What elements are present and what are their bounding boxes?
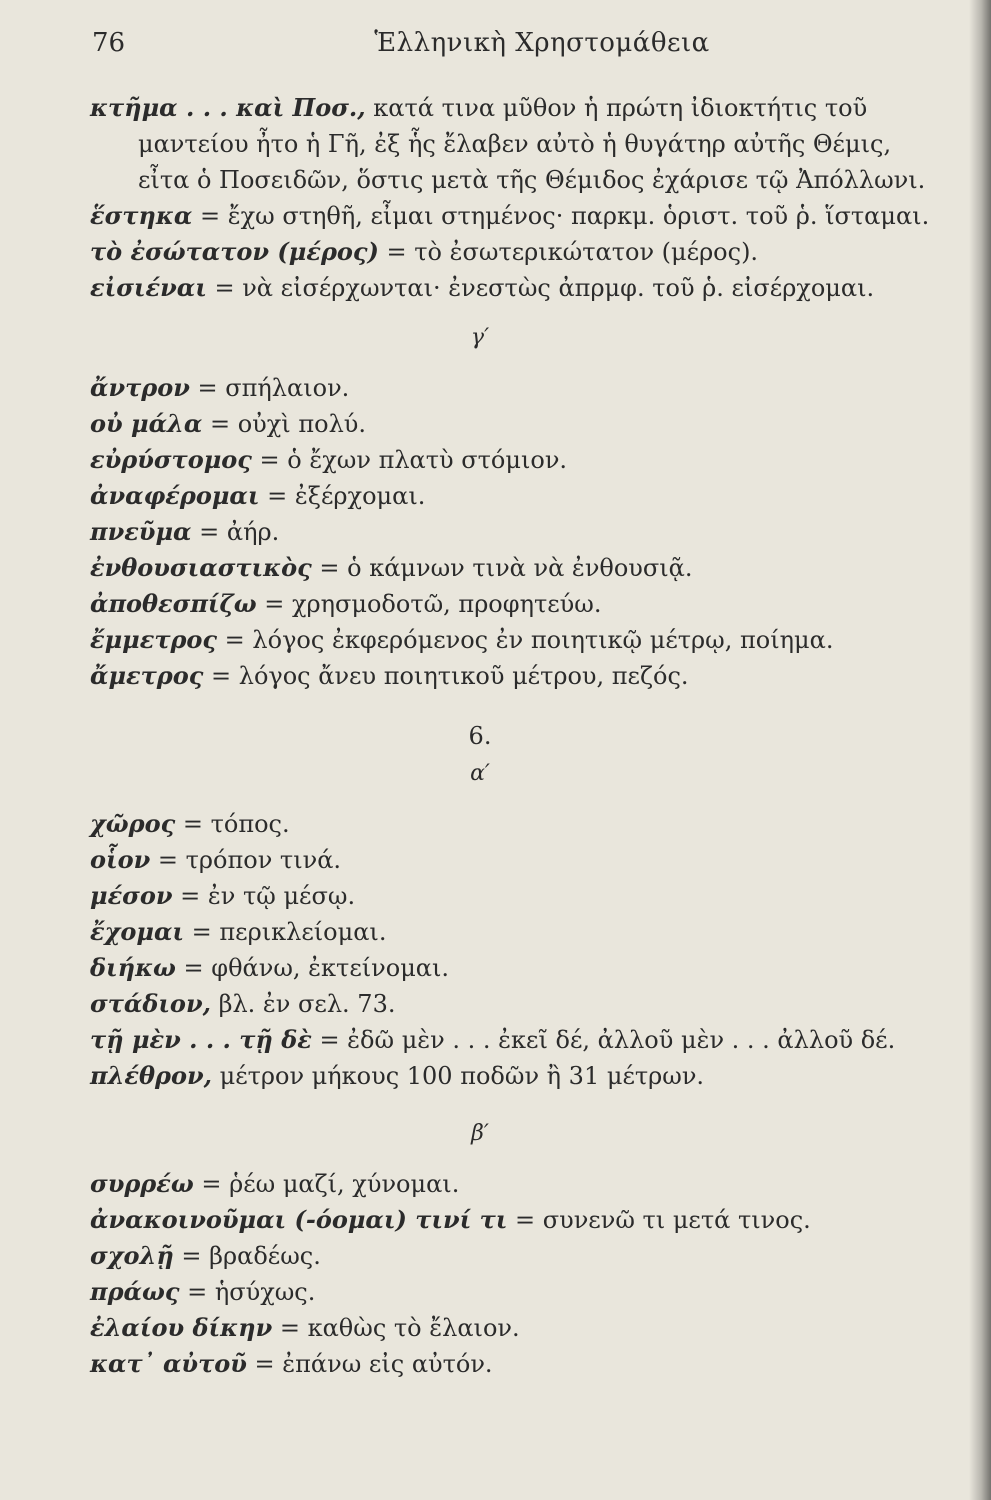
entry-term: οὐ μάλα bbox=[90, 409, 203, 438]
entry-term: οἷον bbox=[90, 845, 151, 874]
entry-term: ἔχομαι bbox=[90, 917, 185, 946]
glossary-entry bbox=[90, 442, 920, 478]
glossary-entry bbox=[90, 986, 920, 1022]
glossary-entry bbox=[90, 950, 920, 986]
entry-term: στάδιον, bbox=[90, 989, 211, 1018]
entry-definition: μαντείου ἦτο ἡ Γῆ, ἐξ ἧς ἔλαβεν αὐτὸ ἡ θυγάτηρ αὐτῆς Θέμις, bbox=[138, 130, 892, 158]
entry-definition: = ἐδῶ μὲν . . . ἐκεῖ δέ, ἀλλοῦ μὲν . . . ἀλλοῦ δέ. bbox=[311, 1026, 896, 1054]
entry-term: κτῆμα . . . καὶ Ποσ., bbox=[90, 93, 366, 122]
glossary-entry bbox=[90, 878, 920, 914]
entry-definition: βλ. ἐν σελ. 73. bbox=[210, 990, 396, 1018]
entry-term: ἀποθεσπίζω bbox=[90, 589, 257, 618]
entry-term: ἔμμετρος bbox=[90, 625, 218, 654]
entry-term: διήκω bbox=[90, 953, 176, 982]
glossary-entry bbox=[90, 1022, 920, 1058]
entry-term: ἀναφέρομαι bbox=[90, 481, 260, 510]
glossary-entry bbox=[90, 234, 920, 270]
running-title: Ἑλληνικὴ Χρηστομάθεια bbox=[374, 28, 710, 58]
entry-definition: = ῥέω μαζί, χύνομαι. bbox=[193, 1170, 460, 1198]
glossary-block-2 bbox=[90, 370, 920, 694]
glossary-entry bbox=[90, 514, 920, 550]
entry-definition: = συνενῶ τι μετά τινος. bbox=[507, 1206, 811, 1234]
glossary-entry bbox=[90, 806, 920, 842]
entry-definition: = νὰ εἰσέρχωνται· ἐνεστὼς ἀπρμφ. τοῦ ῥ. εἰσέρχομαι. bbox=[206, 274, 875, 302]
glossary-entry bbox=[90, 370, 920, 406]
entry-definition: = ἀήρ. bbox=[191, 518, 280, 546]
entry-definition: = ἐν τῷ μέσῳ. bbox=[172, 882, 356, 910]
entry-term: συρρέω bbox=[90, 1169, 194, 1198]
subsection-mark-gamma: γ′ bbox=[470, 325, 490, 350]
glossary-entry bbox=[90, 270, 920, 306]
entry-term: εἰσιέναι bbox=[90, 273, 207, 302]
glossary-entry bbox=[90, 1058, 920, 1094]
entry-term: ἀνακοινοῦμαι (-όομαι) τινί τι bbox=[90, 1205, 508, 1234]
glossary-block-1 bbox=[90, 90, 930, 306]
glossary-entry bbox=[90, 478, 920, 514]
glossary-entry bbox=[90, 1310, 920, 1346]
entry-definition: = καθὼς τὸ ἔλαιον. bbox=[272, 1314, 520, 1342]
glossary-entry bbox=[90, 90, 920, 126]
entry-term: κατ᾽ αὐτοῦ bbox=[90, 1349, 247, 1378]
entry-definition: = ἐπάνω εἰς αὐτόν. bbox=[246, 1350, 493, 1378]
glossary-entry bbox=[90, 126, 920, 162]
entry-term: ἄμετρος bbox=[90, 661, 204, 690]
entry-definition: = φθάνω, ἐκτείνομαι. bbox=[175, 954, 450, 982]
page-header bbox=[92, 28, 912, 68]
subsection-mark-alpha: α′ bbox=[470, 761, 490, 786]
glossary-entry bbox=[90, 842, 920, 878]
subsection-mark-beta: β′ bbox=[471, 1121, 489, 1146]
entry-term: πνεῦμα bbox=[90, 517, 192, 546]
entry-definition: μέτρον μήκους 100 ποδῶν ἢ 31 μέτρων. bbox=[211, 1062, 705, 1090]
glossary-entry bbox=[90, 1166, 920, 1202]
glossary-entry bbox=[90, 658, 920, 694]
glossary-entry bbox=[90, 1346, 920, 1382]
entry-term: τῇ μὲν . . . τῇ δὲ bbox=[90, 1025, 312, 1054]
entry-term: χῶρος bbox=[90, 809, 176, 838]
entry-term: εὐρύστομος bbox=[90, 445, 252, 474]
entry-definition: = ὁ ἔχων πλατὺ στόμιον. bbox=[251, 446, 568, 474]
entry-definition: = λόγος ἐκφερόμενος ἐν ποιητικῷ μέτρῳ, ποίημα. bbox=[217, 626, 834, 654]
entry-term: σχολῇ bbox=[90, 1241, 174, 1270]
glossary-entry bbox=[90, 1274, 920, 1310]
entry-definition: = ὁ κάμνων τινὰ νὰ ἐνθουσιᾷ. bbox=[311, 554, 693, 582]
entry-term: ἐνθουσιαστικὸς bbox=[90, 553, 312, 582]
entry-definition: = βραδέως. bbox=[173, 1242, 321, 1270]
entry-definition: = ἔχω στηθῆ, εἶμαι στημένος· παρκμ. ὁριστ. τοῦ ῥ. ἵσταμαι. bbox=[192, 202, 930, 230]
glossary-entry bbox=[90, 586, 920, 622]
entry-definition: εἶτα ὁ Ποσειδῶν, ὅστις μετὰ τῆς Θέμιδος ἐχάρισε τῷ Ἀπόλλωνι. bbox=[138, 166, 926, 194]
glossary-block-4 bbox=[90, 1166, 920, 1382]
entry-term: πλέθρον, bbox=[90, 1061, 212, 1090]
entry-term: μέσον bbox=[90, 881, 173, 910]
entry-definition: = λόγος ἄνευ ποιητικοῦ μέτρου, πεζός. bbox=[203, 662, 689, 690]
glossary-entry bbox=[90, 198, 930, 234]
glossary-entry bbox=[90, 914, 920, 950]
glossary-entry bbox=[90, 550, 920, 586]
entry-definition: = οὐχὶ πολύ. bbox=[202, 410, 366, 438]
entry-definition: κατά τινα μῦθον ἡ πρώτη ἰδιοκτήτις τοῦ bbox=[365, 94, 868, 122]
entry-term: ἕστηκα bbox=[90, 201, 193, 230]
entry-definition: = τόπος. bbox=[175, 810, 290, 838]
section-number: 6. bbox=[468, 722, 492, 750]
glossary-entry bbox=[90, 622, 920, 658]
entry-definition: = ἡσύχως. bbox=[179, 1278, 316, 1306]
glossary-content bbox=[90, 90, 930, 1382]
glossary-entry bbox=[90, 162, 926, 198]
entry-definition: = χρησμοδοτῶ, προφητεύω. bbox=[256, 590, 602, 618]
entry-term: τὸ ἐσώτατον (μέρος) bbox=[90, 237, 379, 266]
page-edge-shadow bbox=[969, 0, 991, 1500]
glossary-entry bbox=[90, 1238, 920, 1274]
glossary-entry bbox=[90, 406, 920, 442]
page-number: 76 bbox=[92, 28, 126, 58]
entry-definition: = τὸ ἐσωτερικώτατον (μέρος). bbox=[378, 238, 759, 266]
entry-definition: = τρόπον τινά. bbox=[150, 846, 342, 874]
glossary-entry bbox=[90, 1202, 920, 1238]
entry-term: πράως bbox=[90, 1277, 180, 1306]
entry-definition: = περικλείομαι. bbox=[184, 918, 387, 946]
glossary-block-3 bbox=[90, 806, 920, 1094]
entry-definition: = σπήλαιον. bbox=[189, 374, 350, 402]
entry-term: ἐλαίου δίκην bbox=[90, 1313, 273, 1342]
entry-definition: = ἐξέρχομαι. bbox=[259, 482, 426, 510]
entry-term: ἄντρον bbox=[90, 373, 190, 402]
